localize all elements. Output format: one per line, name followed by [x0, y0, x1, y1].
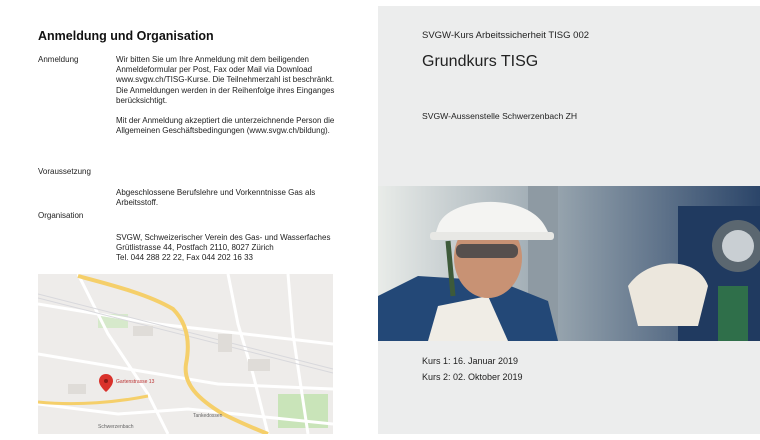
organisation-text [116, 233, 340, 264]
organisation-label: Organisation [38, 211, 84, 220]
location-map[interactable] [38, 274, 333, 434]
map-place-label: Schwerzenbach [98, 424, 134, 430]
organisation-line-2: Grütlistrasse 44, Postfach 2110, 8027 Zürich [116, 243, 274, 253]
anmeldung-paragraph-2: Die Anmeldungen werden in der Reihenfolge ihres Einganges berücksichtigt. [116, 85, 335, 105]
anmeldung-paragraph-1: Wir bitten Sie um Ihre Anmeldung mit dem beiligenden Anmeldeformular per Post, Fax oder Mail via Download www.svgw.ch/TISG-Kurse. Die Teilnehmerzahl ist beschränkt. [116, 55, 335, 85]
kurs-2-date: Kurs 2: 02. Oktober 2019 [422, 372, 523, 382]
anmeldung-label: Anmeldung [38, 55, 79, 64]
voraussetzung-text: Abgeschlossene Berufslehre und Vorkenntnisse Gas als Arbeitsstoff. [116, 188, 316, 208]
voraussetzung-label: Voraussetzung [38, 167, 91, 176]
anmeldung-paragraph-3: Mit der Anmeldung akzeptiert die unterzeichnende Person die Allgemeinen Geschäftsbedingungen (www.svgw.ch/bildung). [116, 116, 335, 136]
worker-photo [378, 186, 760, 341]
course-location: SVGW-Aussenstelle Schwerzenbach ZH [422, 111, 578, 121]
course-title: Grundkurs TISG [422, 53, 539, 70]
anmeldung-text [116, 55, 340, 136]
map-place-label: Tankedossen [193, 413, 223, 419]
left-page [0, 0, 378, 440]
section-title: Anmeldung und Organisation [38, 29, 214, 43]
kurs-1-date: Kurs 1: 16. Januar 2019 [422, 356, 519, 366]
map-pin-label: Gartenstrasse 13 [116, 379, 155, 385]
organisation-line-3: Tel. 044 288 22 22, Fax 044 202 16 33 [116, 253, 253, 263]
worker-photo-icon [378, 186, 760, 341]
organisation-line-1: SVGW, Schweizerischer Verein des Gas- und Wasserfaches [116, 233, 331, 242]
course-subtitle: SVGW-Kurs Arbeitssicherheit TISG 002 [422, 30, 590, 41]
